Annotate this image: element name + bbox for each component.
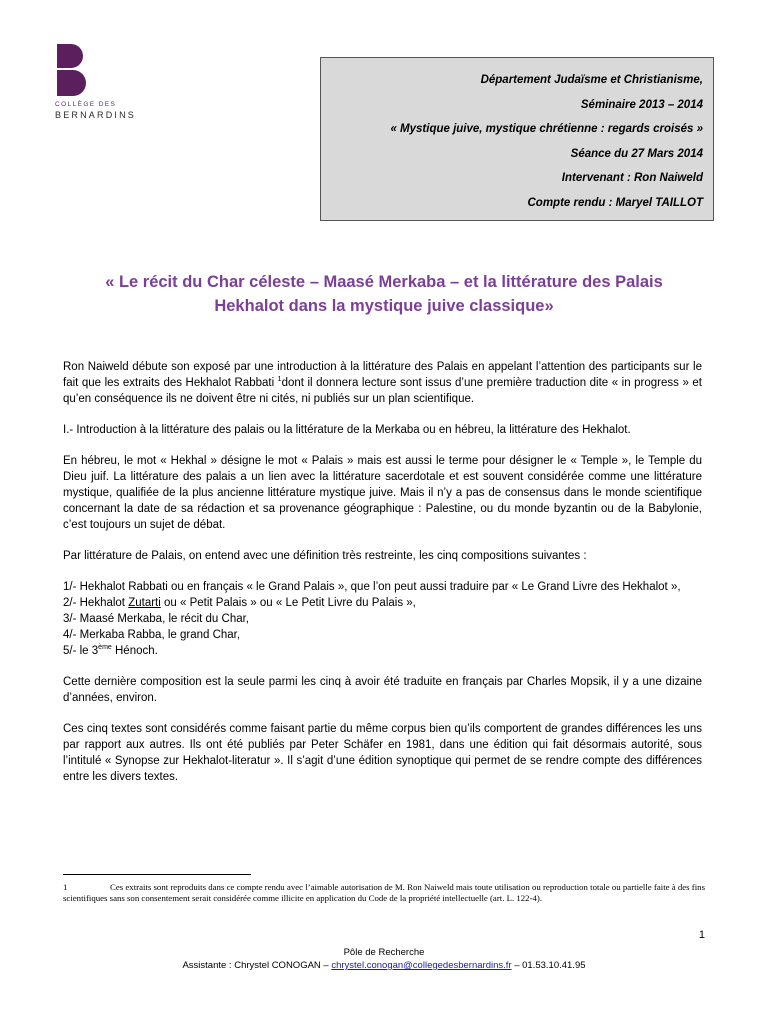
info-report-author: Compte rendu : Maryel TAILLOT: [527, 196, 703, 209]
footnote-text: Ces extraits sont reproduits dans ce compte rendu avec l’aimable autorisation de M. Ron Naiweld mais toute utilisation ou reproduction totale ou partielle faite à des fins scientifiques sans son consentement serait considérée comme illicite en application du Code de la propriété intellectuelle (art. L. 122-4).: [63, 882, 705, 903]
logo-text-bernardins: BERNARDINS: [55, 110, 137, 120]
title-line-1: « Le récit du Char céleste – Maasé Merkaba – et la littérature des Palais: [105, 273, 663, 291]
ordinal-sup: ème: [98, 644, 112, 652]
paragraph-hekhal: En hébreu, le mot « Hekhal » désigne le mot « Palais » mais est aussi le terme pour désigner le « Temple », le Temple du Dieu juif. La littérature des palais a un lien avec la littérature sacerdotale et est souvent considérée comme une littérature mystique, qualifiée de la plus ancienne littérature mystique juive. Mais il n’y a pas de consensus dans le monde scientifique concernant la date de sa rédaction et sa provenance géographique : Palestine, ou du monde byzantin ou de la Babylonie, c’est toujours un sujet de débat.: [63, 455, 702, 531]
footnote: [63, 882, 705, 904]
list-item: 3/- Maasé Merkaba, le récit du Char,: [63, 613, 249, 625]
intro-text-b: dont il donnera lecture sont issus d’une première traduction dite « in progress » et qu’en conséquence ils ne doivent être ni cités, ni publiés sur un plan scientifique.: [63, 377, 702, 405]
list-item: 1/- Hekhalot Rabbati ou en français « le Grand Palais », que l’on peut aussi traduire par « Le Grand Livre des Hekhalot »,: [63, 581, 681, 593]
logo-b-mark-icon: [55, 44, 87, 96]
paragraph-intro: [63, 359, 702, 407]
list-item-text: ou « Petit Palais » ou « Le Petit Livre du Palais »,: [160, 597, 416, 609]
info-session-date: Séance du 27 Mars 2014: [570, 147, 703, 160]
list-item-text: Hénoch.: [111, 645, 158, 657]
list-item-text: 5/- le 3: [63, 645, 99, 657]
list-item-underlined: Zutarti: [128, 597, 161, 609]
info-seminar: Séminaire 2013 – 2014: [580, 98, 703, 111]
email-link[interactable]: chrystel.conogan@collegedesbernardins.fr: [331, 960, 512, 971]
list-item-text: 2/- Hekhalot: [63, 597, 129, 609]
footnote-ref[interactable]: 1: [277, 376, 282, 384]
footnote-divider: [63, 874, 251, 875]
logo-text-college: COLLÈGE DES: [55, 101, 117, 108]
title-line-2: Hekhalot dans la mystique juive classique»: [214, 297, 554, 315]
section-heading-1: I.- Introduction à la littérature des palais ou la littérature de la Merkaba ou en hébreu, la littérature des Hekhalot.: [63, 424, 631, 436]
info-department: Département Judaïsme et Christianisme,: [480, 74, 703, 86]
intro-text-a: Ron Naiweld débute son exposé par une introduction à la littérature des Palais en appelant l’attention des participants sur le fait que les extraits des Hekhalot Rabbati: [63, 361, 702, 389]
footer-phone: – 01.53.10.41.95: [511, 960, 586, 971]
document-title: [56, 270, 712, 318]
footer-contact: [0, 960, 768, 971]
info-theme: « Mystique juive, mystique chrétienne : regards croisés »: [390, 123, 703, 135]
list-item: [63, 595, 702, 611]
list-item: 4/- Merkaba Rabba, le grand Char,: [63, 629, 241, 641]
info-speaker: Intervenant : Ron Naiweld: [561, 172, 703, 184]
footer-department: Pôle de Recherche: [343, 947, 425, 958]
compositions-list: [63, 579, 702, 659]
page-number: 1: [698, 929, 705, 941]
paragraph-mopsik: Cette dernière composition est la seule parmi les cinq à avoir été traduite en français par Charles Mopsik, il y a une dizaine d’années, environ.: [63, 676, 702, 704]
list-item: [63, 643, 702, 659]
seminar-info-box: [320, 57, 714, 221]
footer-assistant: Assistante : Chrystel CONOGAN –: [182, 960, 332, 971]
paragraph-definition: Par littérature de Palais, on entend avec une définition très restreinte, les cinq compositions suivantes :: [63, 550, 587, 562]
paragraph-corpus: Ces cinq textes sont considérés comme faisant partie du même corpus bien qu’ils comportent de grandes différences les uns par rapport aux autres. Ils ont été publiés par Peter Schäfer en 1981, dans une édition qui fait désormais autorité, sous l’intitulé « Synopse zur Hekhalot-literatur ». Il s’agit d’une édition synoptique qui permet de se rendre compte des différences entre les divers textes.: [63, 723, 702, 783]
footnote-number: 1: [63, 882, 68, 892]
document-body: [63, 359, 702, 800]
